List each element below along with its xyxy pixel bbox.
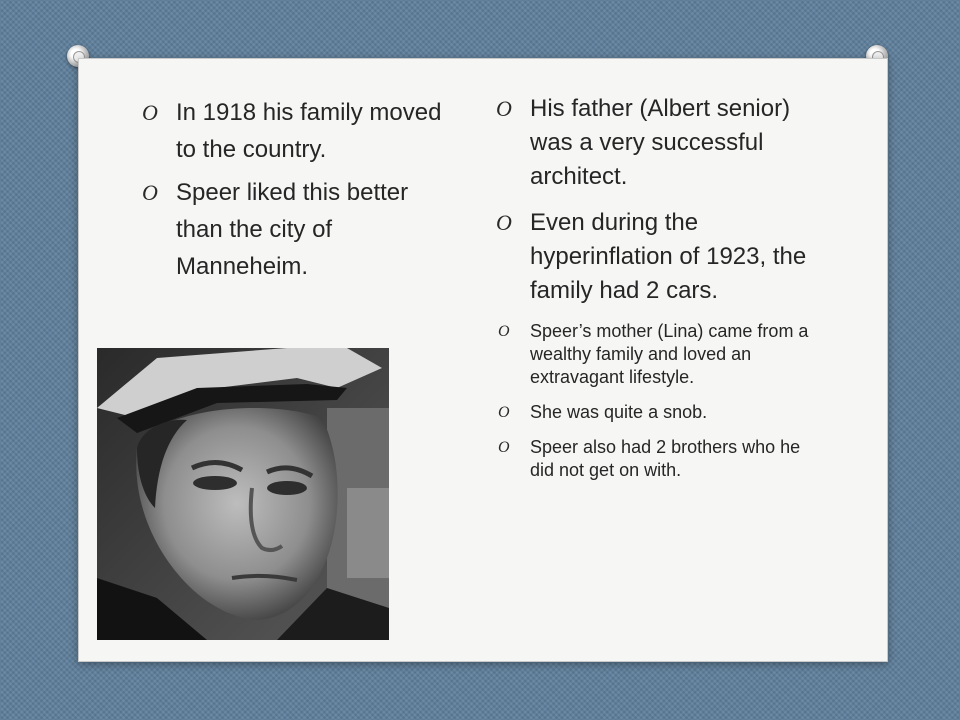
- left-bullet-1: [142, 94, 442, 168]
- bullet-marker-icon: O: [142, 180, 158, 205]
- left-bullet-2: [142, 174, 442, 285]
- bullet-marker-icon: O: [142, 100, 158, 125]
- bullet-text: Speer liked this better than the city of Manneheim.: [176, 179, 409, 280]
- right-sub-bullet-3: [496, 436, 826, 482]
- bullet-text: Even during the hyperinflation of 1923, the family had 2 cars.: [530, 209, 807, 304]
- bullet-marker-icon: O: [498, 323, 510, 340]
- right-bullet-1: [496, 92, 826, 194]
- right-sub-bullet-2: [496, 401, 826, 424]
- bullet-text: His father (Albert senior) was a very successful architect.: [530, 95, 791, 190]
- left-column: [142, 94, 442, 291]
- bullet-marker-icon: O: [496, 96, 512, 121]
- bullet-text: Speer’s mother (Lina) came from a wealthy family and loved an extravagant lifestyle.: [530, 321, 809, 387]
- portrait-photo-image: [97, 348, 389, 640]
- bullet-text: She was quite a snob.: [530, 402, 708, 422]
- right-column: [496, 92, 826, 494]
- right-sub-bullet-1: [496, 320, 826, 389]
- bullet-marker-icon: O: [496, 210, 512, 235]
- bullet-marker-icon: O: [498, 439, 510, 456]
- bullet-text: In 1918 his family moved to the country.: [176, 99, 442, 163]
- portrait-photo: [97, 348, 389, 640]
- bullet-marker-icon: O: [498, 404, 510, 421]
- right-bullet-2: [496, 206, 826, 308]
- bullet-text: Speer also had 2 brothers who he did not get on with.: [530, 437, 801, 480]
